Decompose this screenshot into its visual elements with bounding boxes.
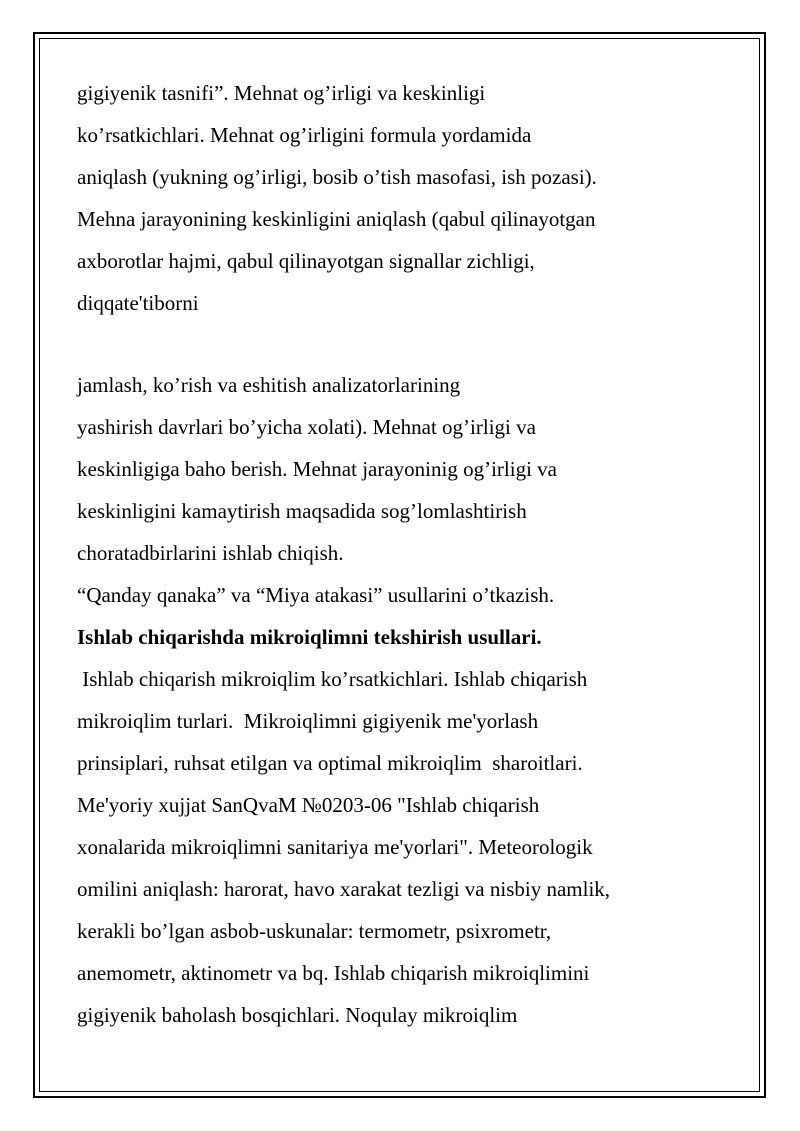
text-line: Ishlab chiqarish mikroiqlim ko’rsatkichlari. Ishlab chiqarish <box>77 667 588 691</box>
paragraph-block-3 <box>77 658 737 1036</box>
text-line: Me'yoriy xujjat SanQvaM №0203-06 "Ishlab chiqarish <box>77 793 540 817</box>
text-line: Mehna jarayonining keskinligini aniqlash (qabul qilinayotgan <box>77 207 596 231</box>
text-line: omilini aniqlash: harorat, havo xarakat tezligi va nisbiy namlik, <box>77 877 611 901</box>
text-line: mikroiqlim turlari. Mikroiqlimni gigiyenik me'yorlash <box>77 709 539 733</box>
text-line: gigiyenik tasnifi”. Mehnat og’irligi va keskinligi <box>77 81 486 105</box>
text-line: aniqlash (yukning og’irligi, bosib o’tish masofasi, ish pozasi). <box>77 165 597 189</box>
text-line: ko’rsatkichlari. Mehnat og’irligini formula yordamida <box>77 123 532 147</box>
text-line: gigiyenik baholash bosqichlari. Noqulay mikroiqlim <box>77 1003 518 1027</box>
paragraph-spacer <box>77 324 737 364</box>
paragraph-block-1 <box>77 72 737 324</box>
text-line: xonalarida mikroiqlimni sanitariya me'yorlari". Meteorologik <box>77 835 593 859</box>
text-line: axborotlar hajmi, qabul qilinayotgan signallar zichligi, <box>77 249 535 273</box>
text-line: diqqate'tiborni <box>77 291 199 315</box>
text-line: keskinligiga baho berish. Mehnat jarayoninig og’irligi va <box>77 457 557 481</box>
section-heading: Ishlab chiqarishda mikroiqlimni tekshirish usullari. <box>77 625 542 649</box>
text-line: “Qanday qanaka” va “Miya atakasi” usullarini o’tkazish. <box>77 583 555 607</box>
text-line: keskinligini kamaytirish maqsadida sog’lomlashtirish <box>77 499 527 523</box>
text-line: kerakli bo’lgan asbob-uskunalar: termometr, psixrometr, <box>77 919 552 943</box>
document-body <box>77 72 737 1036</box>
text-line: prinsiplari, ruhsat etilgan va optimal mikroiqlim sharoitlari. <box>77 751 583 775</box>
text-line: yashirish davrlari bo’yicha xolati). Mehnat og’irligi va <box>77 415 536 439</box>
text-line: jamlash, ko’rish va eshitish analizatorlarining <box>77 373 461 397</box>
text-line: anemometr, aktinometr va bq. Ishlab chiqarish mikroiqlimini <box>77 961 590 985</box>
text-line: choratadbirlarini ishlab chiqish. <box>77 541 344 565</box>
paragraph-block-2 <box>77 364 737 616</box>
